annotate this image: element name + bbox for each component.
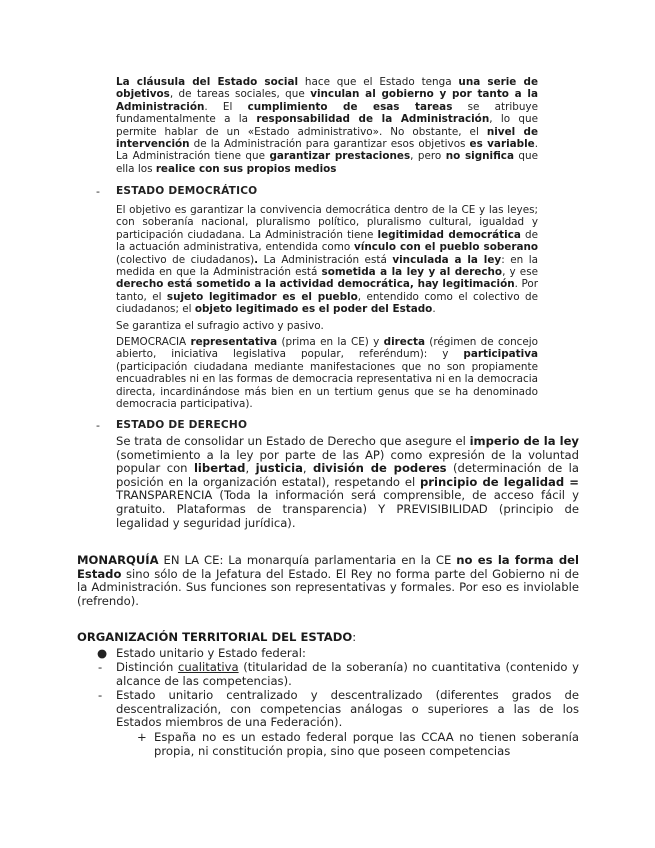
list-item: Distinción cualitativa (titularidad de la soberanía) no cuantitativa (contenido y alcance de las competencias). bbox=[116, 660, 579, 688]
list-dash: - bbox=[96, 419, 100, 432]
list-item: Estado unitario centralizado y descentralizado (diferentes grados de descentralización, con competencias análogas o superiores a las de los Estados miembros de una Federación). bbox=[116, 688, 579, 730]
section-heading-derecho: ESTADO DE DERECHO bbox=[116, 419, 248, 431]
bullet-circle: ● bbox=[97, 646, 108, 660]
estado-social-paragraph: La cláusula del Estado social hace que el Estado tenga una serie de objetivos, de tareas sociales, que vinculan al gobierno y por tanto a la Administración. El cumplimiento de esas tareas se atribuye fundamentalmente a la responsabilidad de la Administración, lo que permite hablar de un «Estado administrativo». No obstante, el nivel de intervención de la Administración para garantizar esos objetivos es variable. La Administración tiene que garantizar prestaciones, pero no significa que ella los realice con sus propios medios bbox=[116, 76, 538, 175]
section-heading-democratico: ESTADO DEMOCRÁTICO bbox=[116, 185, 258, 197]
derecho-paragraph: Se trata de consolidar un Estado de Derecho que asegure el imperio de la ley (sometimiento a la ley por parte de las AP) como expresión de la voluntad popular con libertad, justicia, división de poderes (determinación de la posición en la organización estatal), respetando el principio de legalidad = TRANSPARENCIA (Toda la información será comprensible, de acceso fácil y gratuito. Plataformas de transparencia) Y PREVISIBILIDAD (principio de legalidad y seguridad jurídica). bbox=[116, 434, 580, 530]
list-item: Estado unitario y Estado federal: bbox=[116, 646, 306, 660]
section-heading-organizacion: ORGANIZACIÓN TERRITORIAL DEL ESTADO: bbox=[77, 630, 357, 644]
list-plus: + bbox=[137, 730, 147, 744]
list-dash: - bbox=[98, 660, 103, 674]
list-dash: - bbox=[98, 688, 103, 702]
democracia-paragraph: DEMOCRACIA representativa (prima en la CE) y directa (régimen de concejo abierto, iniciativa legislativa popular, referéndum): y participativa (participación ciudadana mediante manifestaciones que no son propiamente encuadrables ni en las formas de democracia representativa ni en la democracia directa, incardinándose más bien en un tertium genus que se ha denominado democracia participativa). bbox=[116, 336, 539, 411]
democratico-paragraph: El objetivo es garantizar la convivencia democrática dentro de la CE y las leyes; con soberanía nacional, pluralismo político, pluralismo cultural, igualdad y participación ciudadana. La Administración tiene legitimidad democrática de la actuación administrativa, entendida como vínculo con el pueblo soberano (colectivo de ciudadanos). La Administración está vinculada a la ley: en la medida en que la Administración está sometida a la ley y al derecho, y ese derecho está sometido a la actividad democrática, hay legitimación. Por tanto, el sujeto legitimador es el pueblo, entendido como el colectivo de ciudadanos; el objeto legitimado es el poder del Estado. bbox=[116, 204, 539, 316]
list-dash: - bbox=[96, 185, 100, 198]
monarquia-paragraph: MONARQUÍA EN LA CE: La monarquía parlamentaria en la CE no es la forma del Estado sino sólo de la Jefatura del Estado. El Rey no forma parte del Gobierno ni de la Administración. Sus funciones son representativas y formales. Por eso es inviolable (refrendo). bbox=[77, 553, 579, 608]
sufragio-line: Se garantiza el sufragio activo y pasivo. bbox=[116, 320, 324, 332]
list-item: España no es un estado federal porque las CCAA no tienen soberanía propia, ni constitución propia, sino que poseen competencias bbox=[154, 730, 579, 758]
